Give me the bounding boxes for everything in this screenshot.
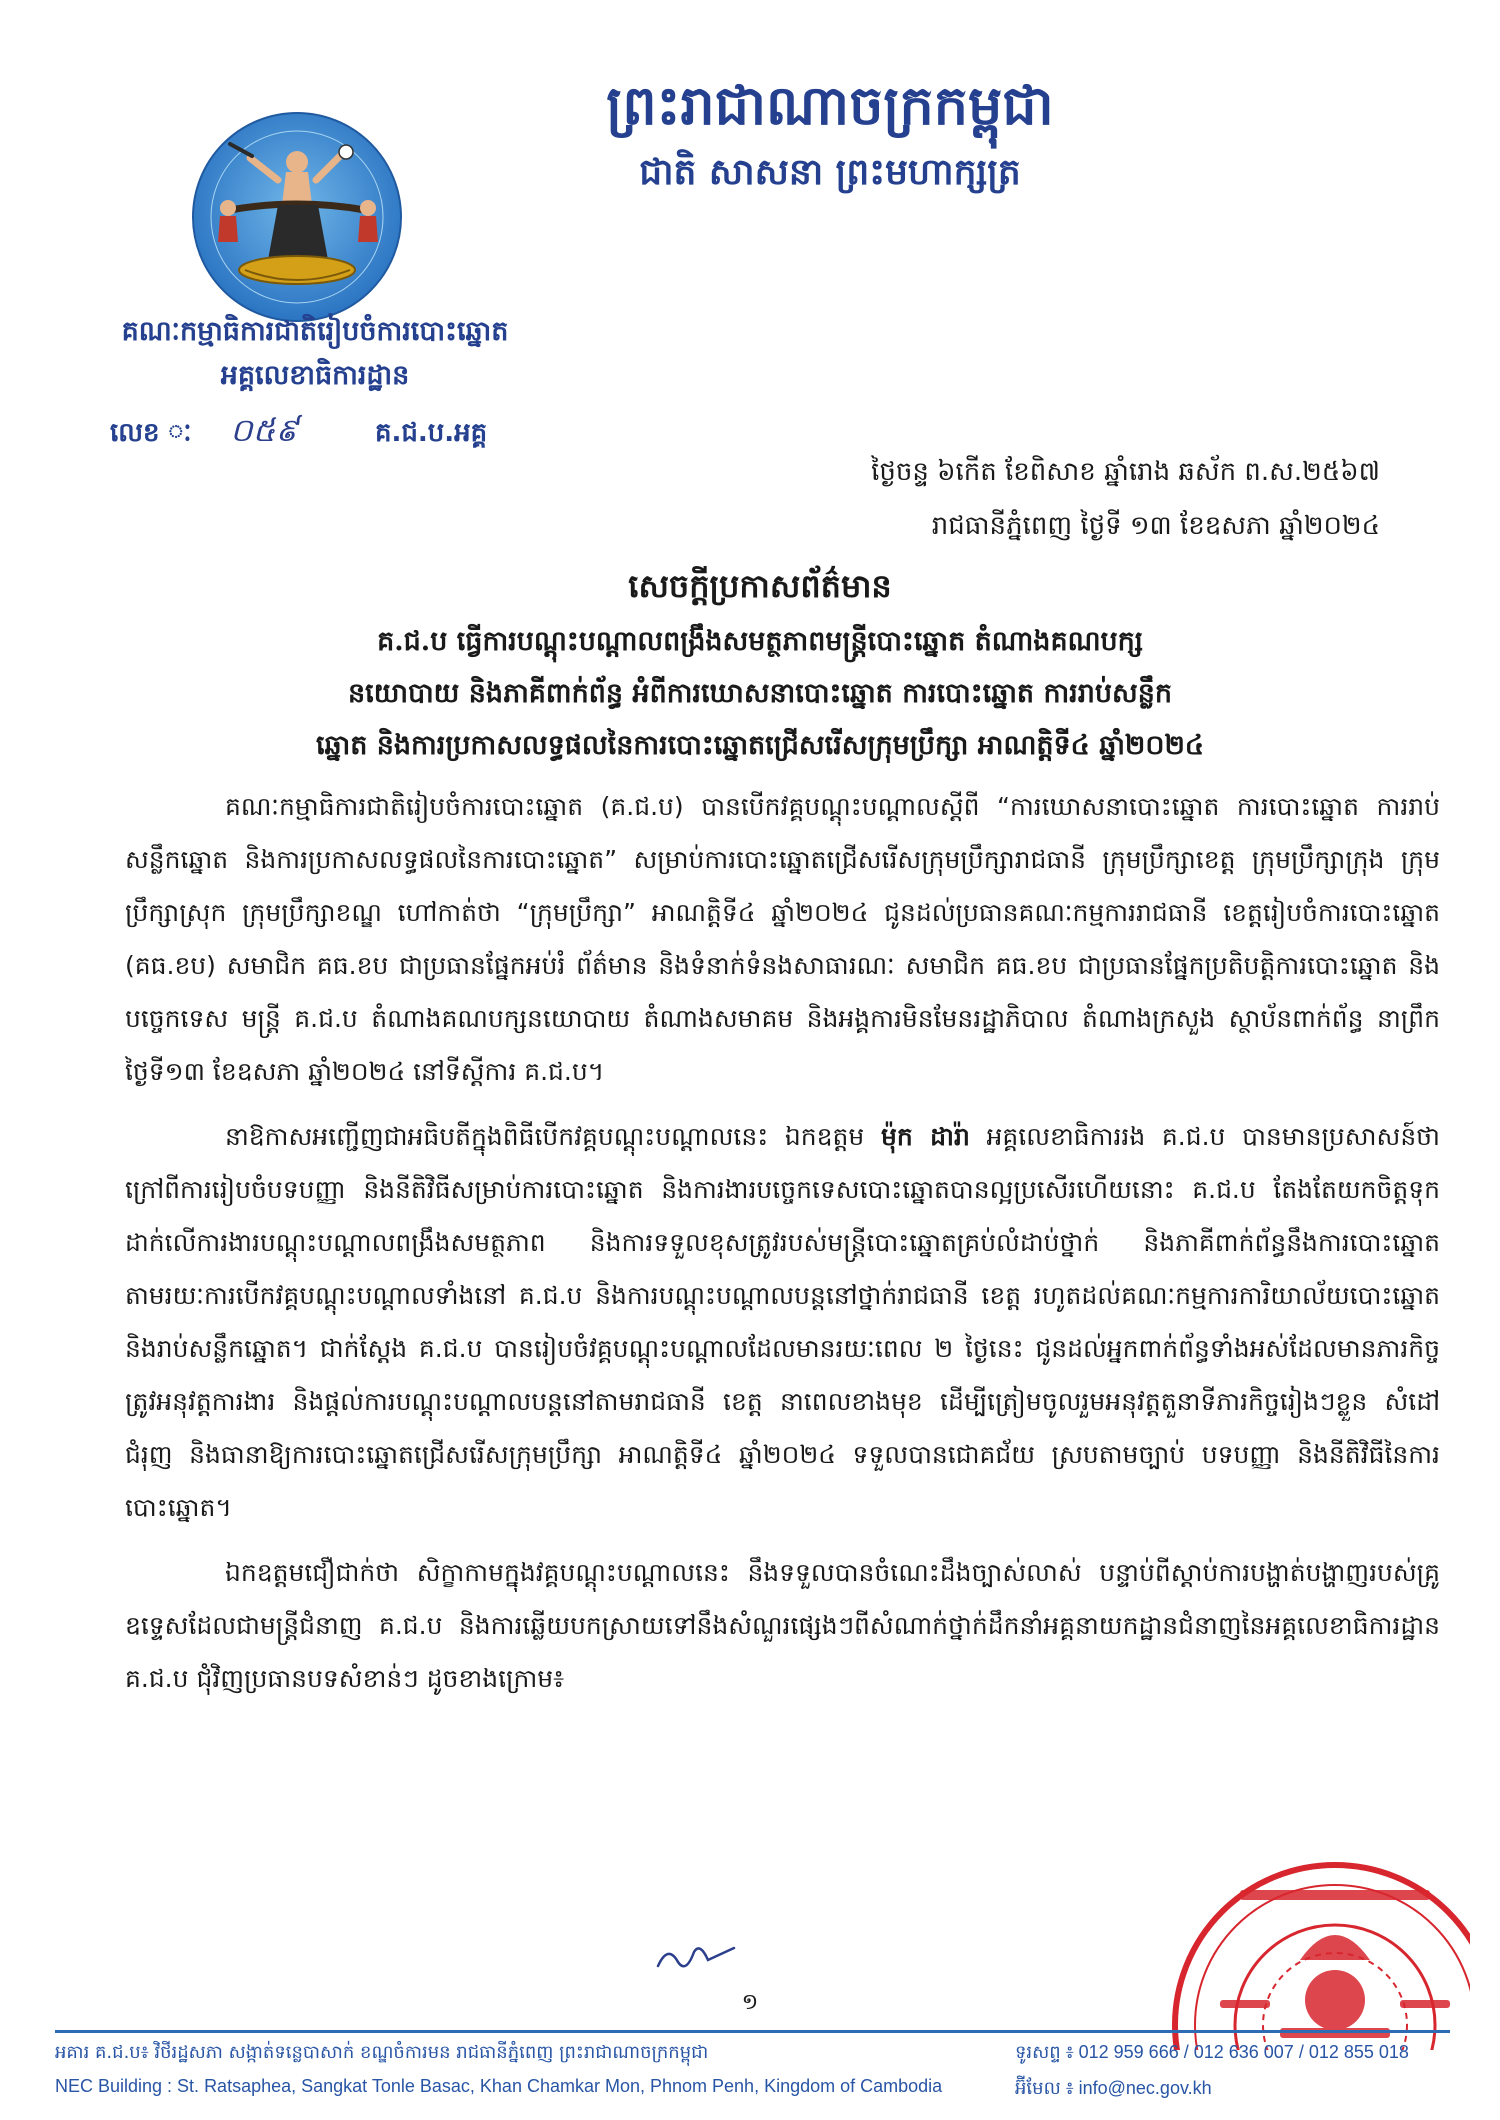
- national-motto: ជាតិ សាសនា ព្រះមហាក្សត្រ: [639, 151, 1021, 193]
- subtitle-line-2: នយោបាយ និងភាគីពាក់ព័ន្ធ អំពីការឃោសនាបោះឆ្នោត ការបោះឆ្នោត ការរាប់សន្លឹក: [347, 678, 1172, 709]
- footer-email: អ៊ីមែល ៖ info@nec.gov.kh: [1015, 2078, 1212, 2098]
- date-block: [480, 445, 1380, 553]
- reference-line: [110, 412, 530, 456]
- official-name: ម៉ុក ដារ៉ា: [880, 1122, 970, 1151]
- footer-phone: ទូរសព្ទ ៖ 012 959 666 / 012 636 007 / 012 855 018: [1015, 2042, 1409, 2062]
- nec-logo-icon: [190, 110, 405, 325]
- reference-number: ០៥៩: [230, 411, 298, 449]
- footer: [55, 2040, 1450, 2115]
- kingdom-header: [560, 70, 1100, 198]
- official-seal-icon: [1160, 1850, 1470, 2050]
- organization-name: គណៈកម្មាធិការជាតិរៀបចំការបោះឆ្នោត: [121, 316, 509, 347]
- paragraph-3: ឯកឧត្តមជឿជាក់ថា សិក្ខាកាមក្នុងវគ្គបណ្តុះបណ្តាលនេះ នឹងទទួលបានចំណេះដឹងច្បាស់លាស់ បន្ទាប់ពីស្តាប់ការបង្ហាត់បង្ហាញរបស់គ្រូឧទ្ទេសដែលជាមន្ត្រីជំនាញ គ.ជ.ប និងការឆ្លើយបកស្រាយទៅនឹងសំណួរផ្សេងៗពីសំណាក់ថ្នាក់ដឹកនាំអគ្គនាយកដ្ឋានជំនាញនៃអគ្គលេខាធិការដ្ឋាន គ.ជ.ប ជុំវិញប្រធានបទសំខាន់ៗ ដូចខាងក្រោម៖: [125, 1558, 1440, 1693]
- footer-divider: [55, 2030, 1450, 2033]
- paragraph-2: [125, 1110, 1440, 1534]
- reference-suffix: គ.ជ.ប.អគ្គ: [375, 418, 488, 448]
- footer-address-english: NEC Building : St. Ratsaphea, Sangkat Tonle Basac, Khan Chamkar Mon, Phnom Penh, Kingdom of Cambodia: [55, 2076, 943, 2096]
- kingdom-title: ព្រះរាជាណាចក្រកម្ពុជា: [606, 73, 1054, 137]
- paragraph-1: គណៈកម្មាធិការជាតិរៀបចំការបោះឆ្នោត (គ.ជ.ប) បានបើកវគ្គបណ្តុះបណ្តាលស្តីពី “ការឃោសនាបោះឆ្នោត ការបោះឆ្នោត ការរាប់សន្លឹកឆ្នោត និងការប្រកាសលទ្ធផលនៃការបោះឆ្នោត” សម្រាប់ការបោះឆ្នោតជ្រើសរើសក្រុមប្រឹក្សារាជធានី ក្រុមប្រឹក្សាខេត្ត ក្រុមប្រឹក្សាក្រុង ក្រុមប្រឹក្សាស្រុក ក្រុមប្រឹក្សាខណ្ឌ ហៅកាត់ថា “ក្រុមប្រឹក្សា” អាណត្តិទី៤ ឆ្នាំ២០២៤ ជូនដល់ប្រធានគណៈកម្មការរាជធានី ខេត្តរៀបចំការបោះឆ្នោត (គធ.ខប) សមាជិក គធ.ខប ជាប្រធានផ្នែកអប់រំ ព័ត៌មាន និងទំនាក់ទំនងសាធារណៈ សមាជិក គធ.ខប ជាប្រធានផ្នែកប្រតិបត្តិការបោះឆ្នោត និងបច្ចេកទេស មន្ត្រី គ.ជ.ប តំណាងគណបក្សនយោបាយ តំណាងសមាគម និងអង្គការមិនមែនរដ្ឋាភិបាល តំណាងក្រសួង ស្ថាប័នពាក់ព័ន្ធ នាព្រឹកថ្ងៃទី១៣ ខែឧសភា ឆ្នាំ២០២៤ នៅទីស្តីការ គ.ជ.ប។: [125, 792, 1440, 1086]
- department-name: អគ្គលេខាធិការដ្ឋាន: [220, 360, 410, 391]
- organization-block: [55, 312, 575, 396]
- document-heading: សេចក្តីប្រកាសព័ត៌មាន: [628, 567, 892, 605]
- footer-address-khmer: អគារ គ.ជ.ប៖ វិថីរដ្ឋសភា សង្កាត់ទន្លេបាសាក់ ខណ្ឌចំការមន រាជធានីភ្នំពេញ ព្រះរាជាណាចក្រកម្ពុជា: [55, 2042, 709, 2063]
- subtitle-line-3: ឆ្នោត និងការប្រកាសលទ្ធផលនៃការបោះឆ្នោតជ្រើសរើសក្រុមប្រឹក្សា អាណត្តិទី៤ ឆ្នាំ២០២៤: [315, 730, 1205, 761]
- solar-date: រាជធានីភ្នំពេញ ថ្ងៃទី ១៣ ខែឧសភា ឆ្នាំ២០២៤: [931, 511, 1380, 541]
- body-text: [125, 780, 1440, 1717]
- reference-label: លេខ ៈ: [110, 418, 192, 448]
- signature-initials-icon: [650, 1938, 740, 1978]
- lunar-date: ថ្ងៃចន្ទ ៦កើត ខែពិសាខ ឆ្នាំរោង ឆស័ក ព.ស.២៥៦៧: [871, 457, 1380, 487]
- paragraph-2-intro: នាឱកាសអញ្ជើញជាអធិបតីក្នុងពិធីបើកវគ្គបណ្តុះបណ្តាលនេះ ឯកឧត្តម: [225, 1122, 881, 1151]
- paragraph-2-rest: អគ្គលេខាធិការរង គ.ជ.ប បានមានប្រសាសន៍ថា ក្រៅពីការរៀបចំបទបញ្ញា និងនីតិវិធីសម្រាប់ការបោះឆ្នោត និងការងារបច្ចេកទេសបោះឆ្នោតបានល្អប្រសើរហើយនោះ គ.ជ.ប តែងតែយកចិត្តទុកដាក់លើការងារបណ្តុះបណ្តាលពង្រឹងសមត្ថភាព និងការទទួលខុសត្រូវរបស់មន្ត្រីបោះឆ្នោតគ្រប់លំដាប់ថ្នាក់ និងភាគីពាក់ព័ន្ធនឹងការបោះឆ្នោត តាមរយៈការបើកវគ្គបណ្តុះបណ្តាលទាំងនៅ គ.ជ.ប និងការបណ្តុះបណ្តាលបន្តនៅថ្នាក់រាជធានី ខេត្ត រហូតដល់គណៈកម្មការការិយាល័យបោះឆ្នោត និងរាប់សន្លឹកឆ្នោត។ ជាក់ស្តែង គ.ជ.ប បានរៀបចំវគ្គបណ្តុះបណ្តាលដែលមានរយៈពេល ២ ថ្ងៃនេះ ជូនដល់អ្នកពាក់ព័ន្ធទាំងអស់ដែលមានភារកិច្ចត្រូវអនុវត្តការងារ និងផ្តល់ការបណ្តុះបណ្តាលបន្តនៅតាមរាជធានី ខេត្ត នាពេលខាងមុខ ដើម្បីត្រៀមចូលរួមអនុវត្តតួនាទីភារកិច្ចរៀងៗខ្លួន សំដៅជំរុញ និងធានាឱ្យការបោះឆ្នោតជ្រើសរើសក្រុមប្រឹក្សា អាណត្តិទី៤ ឆ្នាំ២០២៤ ទទួលបានជោគជ័យ ស្របតាមច្បាប់ បទបញ្ញា និងនីតិវិធីនៃការបោះឆ្នោត។: [125, 1122, 1440, 1522]
- subtitle-line-1: គ.ជ.ប ធ្វើការបណ្តុះបណ្តាលពង្រឹងសមត្ថភាពមន្ត្រីបោះឆ្នោត តំណាងគណបក្ស: [377, 626, 1143, 657]
- page-number: ១: [741, 1990, 759, 2015]
- title-block: [70, 556, 1450, 772]
